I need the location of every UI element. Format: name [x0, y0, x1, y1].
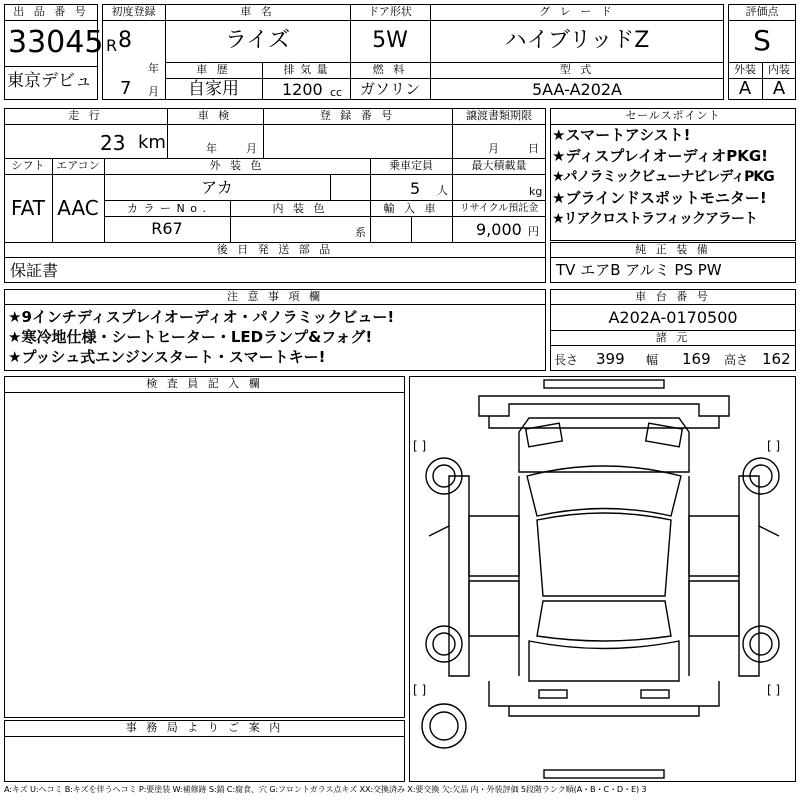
recycle: 9,000 [476, 220, 522, 239]
rear-bumper-frame [509, 706, 699, 716]
capacity: 5 [410, 179, 421, 198]
score: S [753, 24, 771, 57]
headlight-left [526, 423, 563, 447]
load-label: 最大積載量 [471, 159, 527, 172]
displacement: 1200 [282, 80, 323, 99]
body-right [739, 476, 759, 676]
inspector-label: 検 査 員 記 入 欄 [146, 377, 263, 390]
headlight-right [646, 423, 683, 447]
first-reg-label: 初度登録 [111, 5, 156, 18]
aircon-label: エアコン [56, 159, 100, 172]
fuel: ガソリン [359, 80, 420, 98]
front-door-right [689, 516, 739, 576]
sales-point-item: ★ディスプレイオーディオPKG! [552, 147, 769, 165]
first-reg-month-unit: 月 [148, 85, 159, 98]
interior-grade-label: 内装 [768, 63, 790, 76]
shift: FAT [10, 196, 45, 220]
specs-label: 諸 元 [655, 331, 691, 344]
door-label: ドア形状 [368, 5, 412, 18]
sales-point-item: ★リアクロストラフィックアラート [552, 211, 758, 227]
mileage: 23 [100, 131, 126, 155]
note-item: ★寒冷地仕様・シートヒーター・LEDランプ&フォグ! [8, 328, 373, 346]
capacity-unit: 人 [437, 184, 448, 197]
aircon: AAC [57, 196, 99, 220]
sales-point-item: ★パノラミックビューナビレディPKG [552, 169, 774, 185]
recycle-label: リサイクル預託金 [459, 203, 539, 214]
body-left [449, 476, 469, 676]
fuel-label: 燃 料 [372, 63, 408, 76]
bracket-rear-left: [ ] [413, 683, 427, 697]
trunk [529, 641, 679, 681]
venue: 東京デビュ [7, 71, 92, 91]
score-label: 評価点 [745, 5, 779, 18]
inspector-box [4, 376, 405, 718]
ext-color: アカ [201, 178, 233, 197]
spec-width: 169 [682, 350, 711, 368]
spec-width-label: 幅 [646, 353, 659, 367]
rear-door-left [469, 581, 519, 636]
transfer-day-unit: 日 [528, 142, 539, 155]
chassis-number: A202A-0170500 [608, 308, 738, 327]
load-unit: kg [529, 185, 543, 198]
bracket-rear-right: [ ] [767, 683, 781, 697]
wheel-rear-left [426, 626, 462, 662]
exterior-grade: A [738, 78, 752, 99]
front-bumper-top [544, 380, 664, 388]
car-name-label: 車 名 [240, 5, 275, 18]
first-reg-year-unit: 年 [148, 62, 159, 75]
equipment-label: 純 正 装 備 [635, 243, 711, 256]
int-color-unit: 系 [355, 226, 366, 239]
legend: A:キズ U:ヘコミ B:キズを伴うヘコミ P:要塗装 W:補修跡 S:錆 C:腐食、穴 G:フロントガラス点キズ XX:交換済み X:要交換 欠:欠品 内・外装評価 5段階ランク順(A・B・C・D・E) 3 [4, 785, 647, 794]
lot-label: 出 品 番 号 [13, 5, 89, 18]
front-door-left [469, 516, 519, 576]
inspection-month-unit: 月 [246, 142, 257, 155]
rear-bumper [489, 681, 719, 706]
car-diagram [409, 376, 796, 782]
taillight-right [641, 690, 669, 698]
displacement-label: 排 気 量 [283, 63, 329, 76]
import-label: 輸 入 車 [383, 202, 439, 215]
sales-points-list [552, 128, 794, 233]
first-reg-era: R [106, 36, 118, 55]
ext-color-label: 外 装 色 [209, 159, 265, 172]
inspection-label: 車 検 [197, 109, 233, 122]
office-label: 事 務 局 よ り ご 案 内 [125, 721, 284, 734]
first-reg-year: 8 [118, 28, 132, 53]
later-parts-label: 後 日 発 送 部 品 [216, 243, 334, 256]
front-bumper [479, 396, 729, 416]
spec-length-label: 長さ [554, 353, 579, 367]
spec-height-label: 高さ [724, 353, 749, 367]
rear-bumper-bottom [544, 770, 664, 778]
model: 5AA-A202A [531, 80, 622, 99]
displacement-unit: cc [330, 86, 343, 99]
first-reg-month: 7 [120, 78, 132, 99]
interior-grade: A [772, 78, 786, 99]
grade-label: グ レ ー ド [539, 5, 615, 18]
door-type: 5W [372, 28, 408, 53]
spec-height: 162 [762, 350, 791, 368]
color-no: R67 [151, 219, 183, 238]
sales-point-item: ★ブラインドスポットモニター! [552, 189, 767, 207]
chassis-label: 車 台 番 号 [635, 290, 711, 303]
transfer-month-unit: 月 [488, 142, 499, 155]
taillight-left [539, 690, 567, 698]
windshield [527, 466, 681, 516]
bracket-front-right: [ ] [767, 439, 781, 453]
bracket-front-left: [ ] [413, 439, 427, 453]
mileage-unit: km [138, 132, 166, 153]
rear-window [537, 601, 671, 641]
equipment: TV エアB アルミ PS PW [556, 261, 722, 279]
model-label: 型 式 [559, 63, 595, 76]
spare-wheel [422, 704, 466, 748]
int-color-label: 内 装 色 [272, 202, 328, 215]
roof [537, 513, 671, 596]
mirror-right [759, 526, 779, 536]
sales-point-item: ★スマートアシスト! [552, 126, 691, 144]
capacity-label: 乗車定員 [389, 159, 433, 172]
spec-length: 399 [596, 350, 625, 368]
car-name: ライズ [224, 28, 291, 53]
history: 自家用 [188, 79, 239, 99]
shift-label: シフト [11, 159, 45, 172]
wheel-rear-right [743, 626, 779, 662]
transfer-label: 譲渡書類期限 [466, 109, 532, 122]
note-item: ★9インチディスプレイオーディオ・パノラミックビュー! [8, 308, 395, 326]
sales-points-label: セールスポイント [625, 109, 721, 122]
color-no-label: カ ラ ー N o . [127, 202, 207, 215]
exterior-grade-label: 外装 [734, 63, 756, 76]
rear-door-right [689, 581, 739, 636]
notes-label: 注 意 事 項 欄 [227, 290, 323, 303]
grade: ハイブリッドZ [504, 28, 650, 53]
note-item: ★プッシュ式エンジンスタート・スマートキー! [8, 348, 326, 366]
plate-label: 登 録 番 号 [319, 109, 396, 122]
recycle-unit: 円 [528, 225, 539, 238]
mirror-left [429, 526, 449, 536]
history-label: 車 歴 [196, 63, 231, 76]
inspection-year-unit: 年 [206, 142, 217, 155]
mileage-label: 走 行 [68, 109, 103, 122]
lot-number: 33045 [8, 25, 104, 60]
later-parts: 保証書 [10, 261, 59, 280]
